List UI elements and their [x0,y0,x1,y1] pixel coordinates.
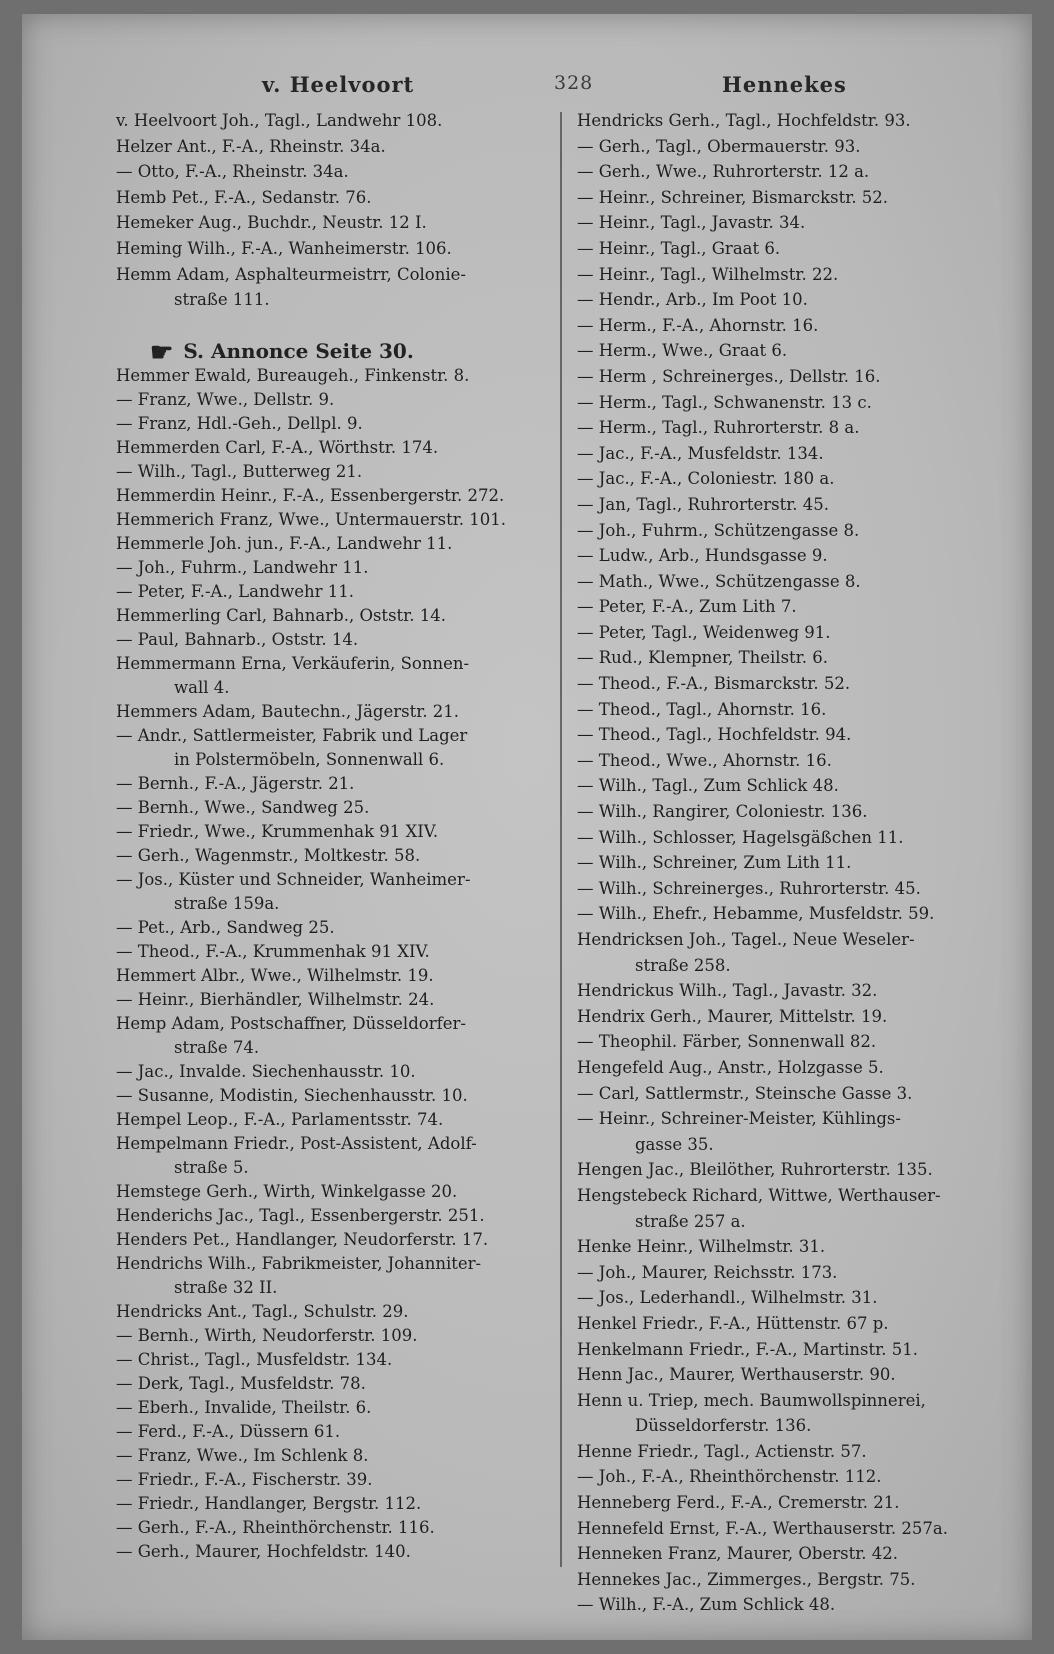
directory-entry: — Herm., Wwe., Graat 6. [577,341,788,361]
directory-entry: — Joh., Fuhrm., Schützengasse 8. [577,520,860,540]
directory-entry: Hemmer Ewald, Bureaugeh., Finkenstr. 8. [116,366,470,385]
directory-entry: Henkelmann Friedr., F.-A., Martinstr. 51. [577,1339,918,1359]
directory-entry: Hemstege Gerh., Wirth, Winkelgasse 20. [116,1182,458,1201]
directory-entry: Hengen Jac., Bleilöther, Ruhrorterstr. 135. [577,1160,933,1180]
directory-entry: — Theod., F.-A., Bismarckstr. 52. [577,674,851,694]
directory-entry: — Carl, Sattlermstr., Steinsche Gasse 3. [577,1083,913,1103]
directory-entry: Henneken Franz, Maurer, Oberstr. 42. [577,1544,899,1564]
directory-entry: — Ludw., Arb., Hundsgasse 9. [577,546,828,566]
directory-entry-continuation: wall 4. [174,678,230,697]
running-head-left: v. Heelvoort [262,72,415,97]
directory-entry: Henn u. Triep, mech. Baumwollspinnerei, [577,1390,926,1410]
directory-entry: — Derk, Tagl., Musfeldstr. 78. [116,1374,366,1393]
directory-entry-continuation: straße 74. [174,1038,260,1057]
directory-entry: — Jac., F.-A., Coloniestr. 180 a. [577,469,835,489]
directory-entry: — Joh., Fuhrm., Landwehr 11. [116,558,369,577]
directory-entry: — Gerh., F.-A., Rheinthörchenstr. 116. [116,1518,435,1537]
directory-entry: Hendricks Ant., Tagl., Schulstr. 29. [116,1302,409,1321]
directory-entry: Hendrickus Wilh., Tagl., Javastr. 32. [577,981,878,1001]
directory-entry-continuation: straße 111. [174,290,270,310]
directory-entry: — Friedr., Handlanger, Bergstr. 112. [116,1494,422,1513]
directory-entry: Hemmerdin Heinr., F.-A., Essenbergerstr. 272. [116,486,505,505]
directory-entry: — Wilh., Tagl., Zum Schlick 48. [577,776,839,796]
directory-entry: — Rud., Klempner, Theilstr. 6. [577,648,828,668]
directory-entry-continuation: straße 32 II. [174,1278,278,1297]
directory-entry-continuation: straße 5. [174,1158,249,1177]
directory-entry: v. Heelvoort Joh., Tagl., Landwehr 108. [116,111,443,130]
directory-entry: Hendrix Gerh., Maurer, Mittelstr. 19. [577,1006,888,1026]
directory-entry: Hemmermann Erna, Verkäuferin, Sonnen- [116,654,470,673]
directory-entry: — Wilh., F.-A., Zum Schlick 48. [577,1595,836,1615]
directory-entry-continuation: straße 159a. [174,894,280,913]
directory-entry: — Theod., F.-A., Krummenhak 91 XIV. [116,942,430,961]
directory-entry: Henders Pet., Handlanger, Neudorferstr. 17. [116,1230,489,1249]
directory-entry: — Bernh., Wwe., Sandweg 25. [116,798,370,817]
directory-entry: — Franz, Hdl.-Geh., Dellpl. 9. [116,414,363,433]
directory-entry: Hempel Leop., F.-A., Parlamentsstr. 74. [116,1110,444,1129]
directory-entry: — Friedr., Wwe., Krummenhak 91 XIV. [116,822,439,841]
directory-entry: — Theod., Tagl., Hochfeldstr. 94. [577,725,852,745]
directory-entry: — Wilh., Tagl., Butterweg 21. [116,462,363,481]
directory-entry: — Wilh., Schreinerges., Ruhrorterstr. 45. [577,878,921,898]
directory-entry: Hemeker Aug., Buchdr., Neustr. 12 I. [116,213,427,233]
directory-entry: — Pet., Arb., Sandweg 25. [116,918,335,937]
directory-entry: Hennekes Jac., Zimmerges., Bergstr. 75. [577,1569,916,1589]
directory-entry: — Hendr., Arb., Im Poot 10. [577,290,808,310]
page-number: 328 [554,72,594,94]
left-column-top [116,108,466,313]
directory-entry: — Wilh., Ehefr., Hebamme, Musfeldstr. 59. [577,904,935,924]
running-head-right: Hennekes [722,72,847,97]
directory-entry: Henneberg Ferd., F.-A., Cremerstr. 21. [577,1493,900,1513]
directory-entry: Hemb Pet., F.-A., Sedanstr. 76. [116,187,372,207]
column-divider [560,112,562,1567]
directory-entry: Hemmert Albr., Wwe., Wilhelmstr. 19. [116,966,434,985]
directory-entry: — Gerh., Maurer, Hochfeldstr. 140. [116,1542,411,1561]
directory-entry: — Herm , Schreinerges., Dellstr. 16. [577,366,881,386]
directory-entry-continuation: Düsseldorferstr. 136. [635,1416,812,1436]
directory-entry: — Heinr., Schreiner, Bismarckstr. 52. [577,187,889,207]
directory-entry: — Peter, Tagl., Weidenweg 91. [577,622,831,642]
directory-entry: — Jos., Küster und Schneider, Wanheimer- [116,870,471,889]
directory-entry: — Bernh., F.-A., Jägerstr. 21. [116,774,355,793]
left-column-bottom [116,364,506,1564]
directory-entry: — Franz, Wwe., Im Schlenk 8. [116,1446,369,1465]
directory-entry: — Susanne, Modistin, Siechenhausstr. 10. [116,1086,468,1105]
directory-entry: — Joh., F.-A., Rheinthörchenstr. 112. [577,1467,882,1487]
directory-entry: — Bernh., Wirth, Neudorferstr. 109. [116,1326,418,1345]
directory-entry: — Eberh., Invalide, Theilstr. 6. [116,1398,372,1417]
directory-entry: — Heinr., Bierhändler, Wilhelmstr. 24. [116,990,435,1009]
directory-entry-continuation: gasse 35. [635,1134,714,1154]
directory-entry: Henn Jac., Maurer, Werthauserstr. 90. [577,1365,896,1385]
directory-entry: Hemmerling Carl, Bahnarb., Oststr. 14. [116,606,446,625]
directory-entry: Hemm Adam, Asphalteurmeistrr, Colonie- [116,264,466,284]
directory-entry: — Heinr., Schreiner-Meister, Kühlings- [577,1109,901,1129]
directory-entry: — Herm., Tagl., Ruhrorterstr. 8 a. [577,418,860,438]
directory-entry: — Math., Wwe., Schützengasse 8. [577,571,861,591]
directory-entry: Hemmerle Joh. jun., F.-A., Landwehr 11. [116,534,453,553]
directory-entry: — Peter, F.-A., Zum Lith 7. [577,597,797,617]
directory-entry: — Wilh., Schreiner, Zum Lith 11. [577,853,852,873]
directory-entry-continuation: straße 258. [635,955,731,975]
directory-entry: Hemmerich Franz, Wwe., Untermauerstr. 101. [116,510,507,529]
directory-entry: — Theophil. Färber, Sonnenwall 82. [577,1032,877,1052]
directory-entry: — Wilh., Rangirer, Coloniestr. 136. [577,802,868,822]
directory-entry: Hengefeld Aug., Anstr., Holzgasse 5. [577,1057,884,1077]
directory-entry: Heming Wilh., F.-A., Wanheimerstr. 106. [116,238,452,258]
directory-entry: — Wilh., Schlosser, Hagelsgäßchen 11. [577,827,904,847]
directory-entry: — Otto, F.-A., Rheinstr. 34a. [116,162,349,182]
directory-entry: — Friedr., F.-A., Fischerstr. 39. [116,1470,373,1489]
directory-entry: Hengstebeck Richard, Wittwe, Werthauser- [577,1185,941,1205]
directory-entry: Hennefeld Ernst, F.-A., Werthauserstr. 257a. [577,1518,948,1538]
directory-entry: — Heinr., Tagl., Wilhelmstr. 22. [577,264,839,284]
directory-entry: — Christ., Tagl., Musfeldstr. 134. [116,1350,393,1369]
directory-entry: Henkel Friedr., F.-A., Hüttenstr. 67 p. [577,1313,889,1333]
directory-entry: Hemmerden Carl, F.-A., Wörthstr. 174. [116,438,439,457]
right-column [577,108,948,1618]
directory-entry: Hendricksen Joh., Tagel., Neue Weseler- [577,930,915,949]
directory-entry: — Jan, Tagl., Ruhrorterstr. 45. [577,494,830,514]
directory-entry: Hendrichs Wilh., Fabrikmeister, Johanniter- [116,1254,482,1273]
directory-entry: — Herm., F.-A., Ahornstr. 16. [577,315,819,335]
directory-entry: — Jos., Lederhandl., Wilhelmstr. 31. [577,1288,878,1308]
directory-entry: — Gerh., Wwe., Ruhrorterstr. 12 a. [577,162,870,182]
directory-entry: Helzer Ant., F.-A., Rheinstr. 34a. [116,136,386,156]
directory-entry: — Franz, Wwe., Dellstr. 9. [116,390,335,409]
directory-entry: — Gerh., Wagenmstr., Moltkestr. 58. [116,846,421,865]
directory-entry: — Theod., Wwe., Ahornstr. 16. [577,750,832,770]
directory-entry: — Herm., Tagl., Schwanenstr. 13 c. [577,392,872,412]
annonce-text: S. Annonce Seite 30. [183,339,414,363]
directory-entry: — Heinr., Tagl., Graat 6. [577,238,781,258]
directory-entry: — Theod., Tagl., Ahornstr. 16. [577,699,827,719]
directory-entry: — Gerh., Tagl., Obermauerstr. 93. [577,136,861,156]
directory-entry: Hemmers Adam, Bautechn., Jägerstr. 21. [116,702,460,721]
directory-entry: — Peter, F.-A., Landwehr 11. [116,582,355,601]
directory-entry: Henderichs Jac., Tagl., Essenbergerstr. 251. [116,1206,485,1225]
directory-entry: Hendricks Gerh., Tagl., Hochfeldstr. 93. [577,111,911,130]
directory-entry: — Joh., Maurer, Reichsstr. 173. [577,1262,838,1282]
directory-entry: — Heinr., Tagl., Javastr. 34. [577,213,806,233]
directory-entry-continuation: straße 257 a. [635,1211,746,1231]
directory-entry: — Andr., Sattlermeister, Fabrik und Lager [116,726,468,745]
directory-entry-continuation: in Polstermöbeln, Sonnenwall 6. [174,750,445,769]
directory-entry: Hemp Adam, Postschaffner, Düsseldorfer- [116,1014,466,1033]
directory-entry: Henne Friedr., Tagl., Actienstr. 57. [577,1441,867,1461]
directory-entry: — Jac., Invalde. Siechenhausstr. 10. [116,1062,416,1081]
directory-entry: — Paul, Bahnarb., Oststr. 14. [116,630,359,649]
directory-entry: — Jac., F.-A., Musfeldstr. 134. [577,443,824,463]
directory-entry: — Ferd., F.-A., Düssern 61. [116,1422,341,1441]
directory-entry: Hempelmann Friedr., Post-Assistent, Adolf- [116,1134,477,1153]
pointing-hand-icon: ☛ [150,338,174,368]
directory-entry: Henke Heinr., Wilhelmstr. 31. [577,1237,826,1257]
